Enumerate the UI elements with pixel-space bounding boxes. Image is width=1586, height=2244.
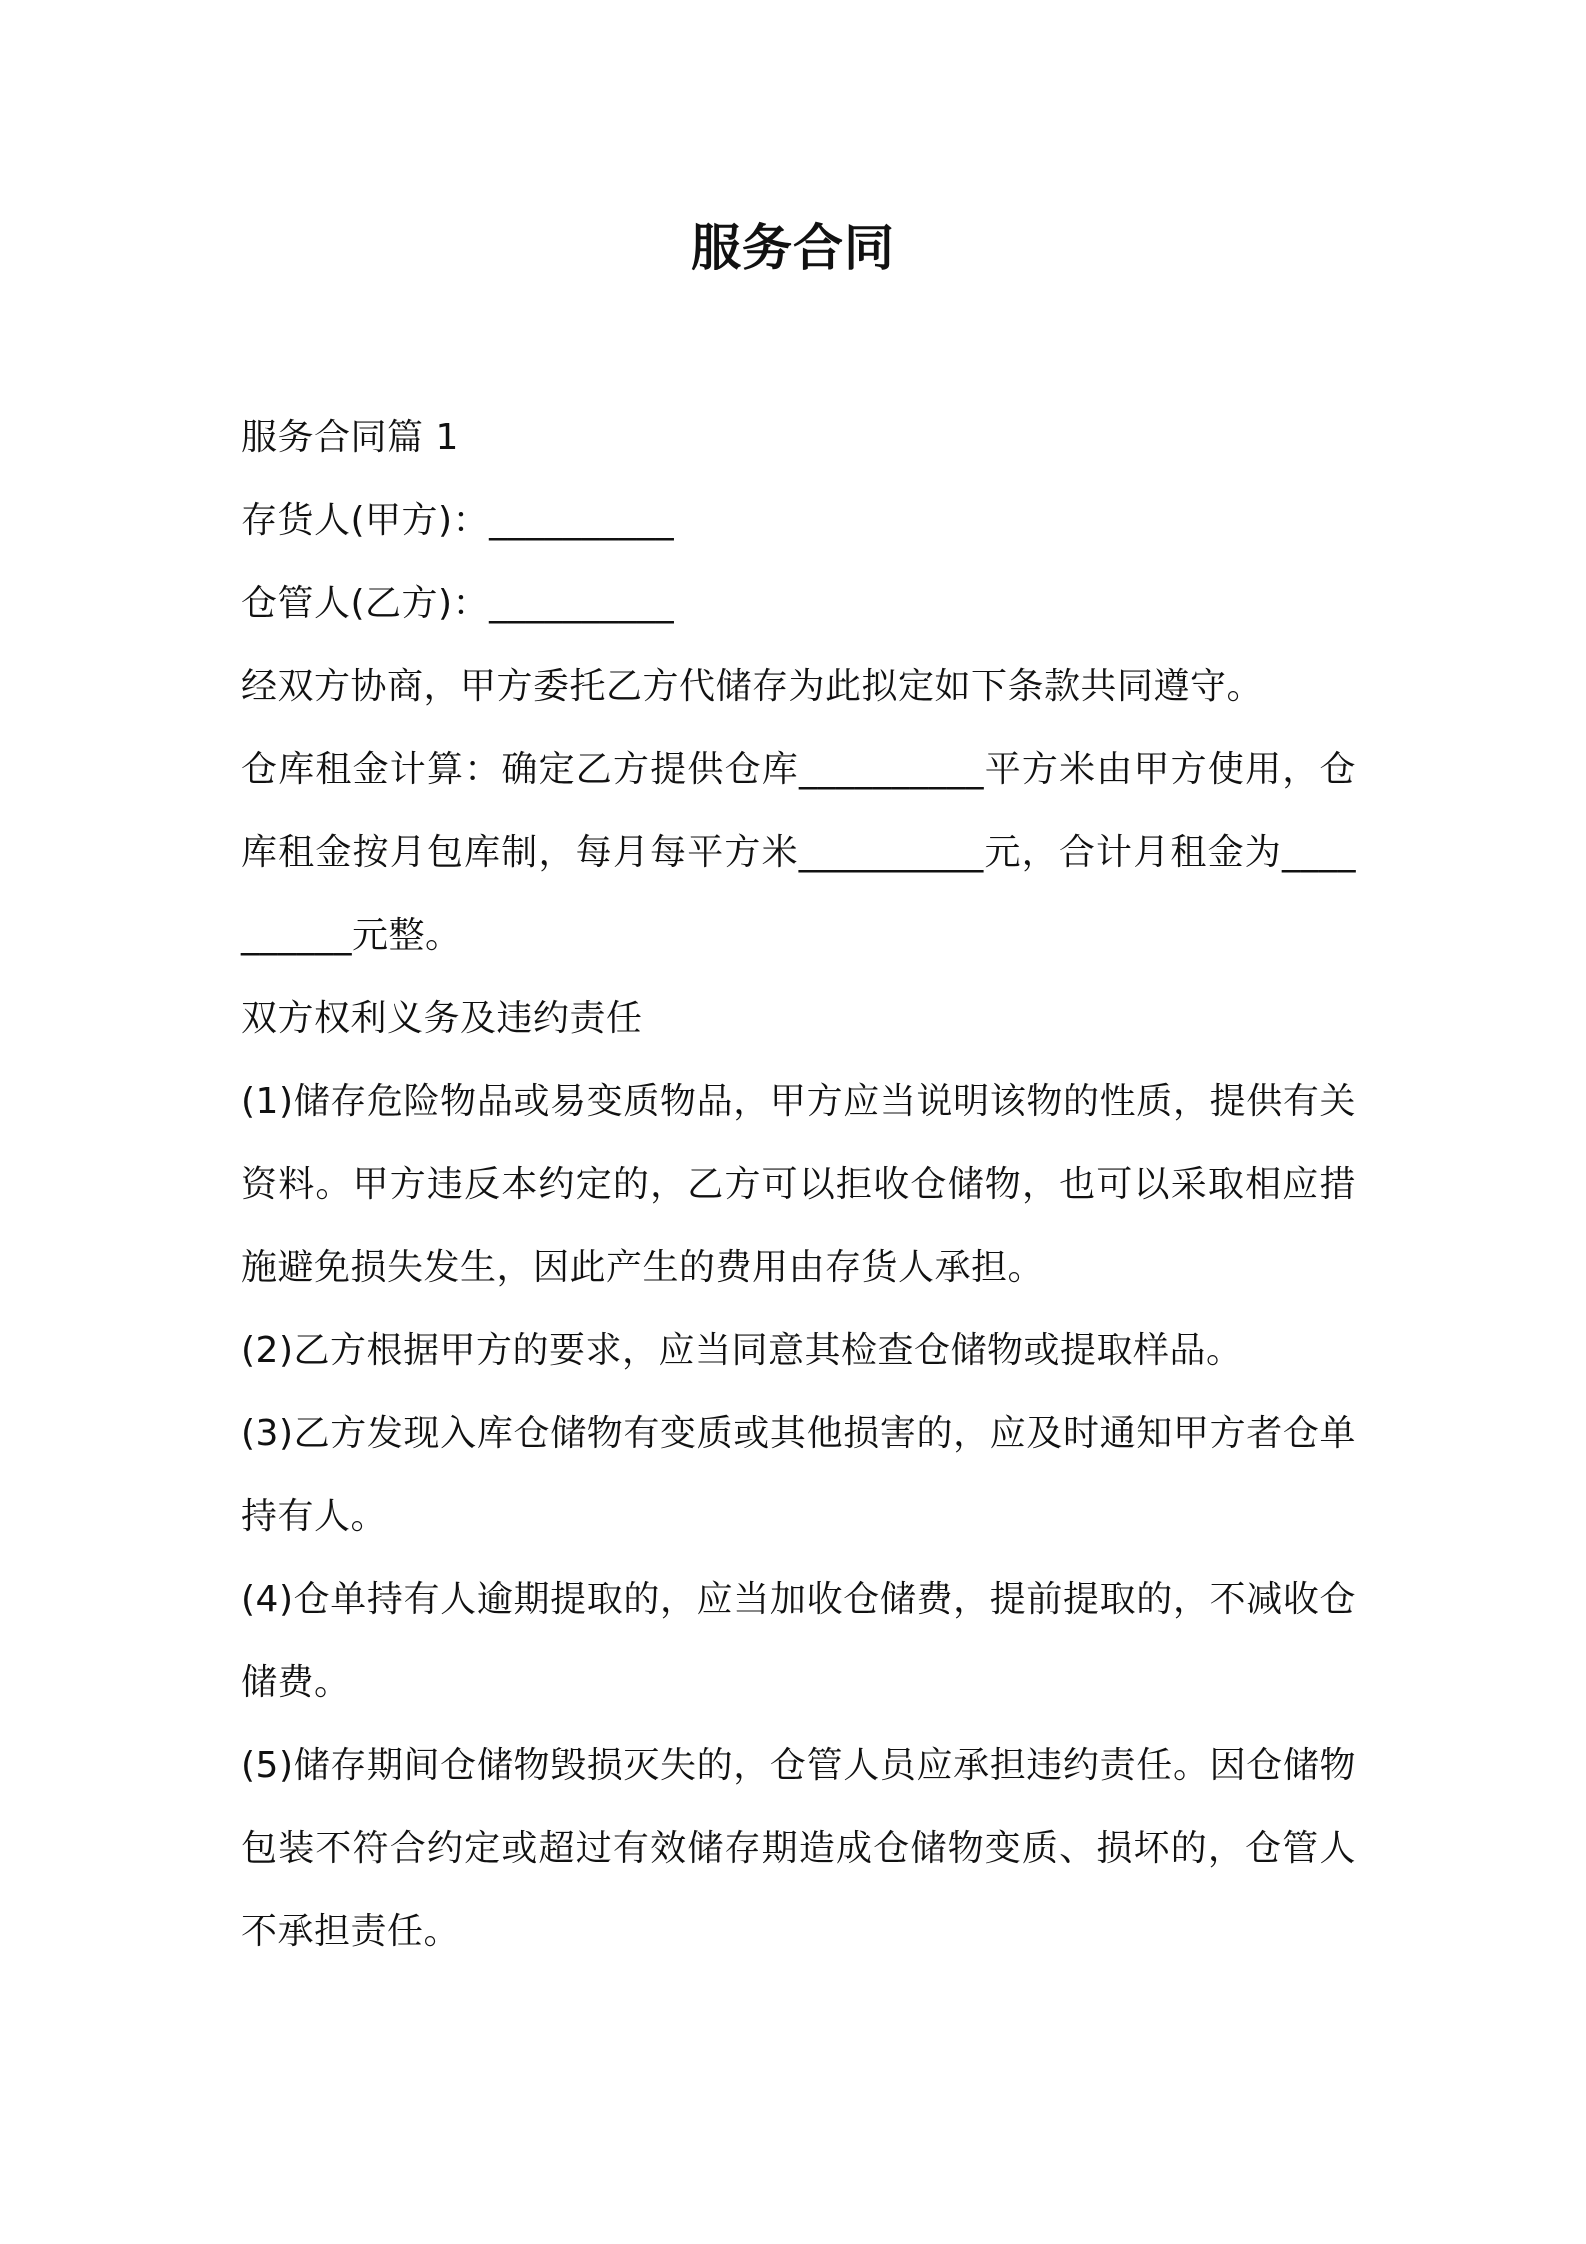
clause-4: (4)仓单持有人逾期提取的，应当加收仓储费，提前提取的，不减收仓储费。 <box>241 1579 1356 1703</box>
party-b-line: 仓管人(乙方)：__________ <box>241 583 675 624</box>
section-heading: 服务合同篇 1 <box>241 417 459 458</box>
party-a-line: 存货人(甲方)：__________ <box>241 500 675 541</box>
agreement-intro: 经双方协商，甲方委托乙方代储存为此拟定如下条款共同遵守。 <box>241 666 1264 707</box>
rent-clause: 仓库租金计算：确定乙方提供仓库__________平方米由甲方使用，仓库租金按月包库制，每月每平方米__________元，合计月租金为__________元整。 <box>241 749 1356 956</box>
clause-3: (3)乙方发现入库仓储物有变质或其他损害的，应及时通知甲方者仓单持有人。 <box>241 1413 1356 1537</box>
clause-5: (5)储存期间仓储物毁损灭失的，仓管人员应承担违约责任。因仓储物包装不符合约定或超过有效储存期造成仓储物变质、损坏的，仓管人不承担责任。 <box>241 1745 1356 1952</box>
rights-heading: 双方权利义务及违约责任 <box>241 998 643 1039</box>
clause-1: (1)储存危险物品或易变质物品，甲方应当说明该物的性质，提供有关资料。甲方违反本约定的，乙方可以拒收仓储物，也可以采取相应措施避免损失发生，因此产生的费用由存货人承担。 <box>241 1081 1356 1288</box>
clause-2: (2)乙方根据甲方的要求，应当同意其检查仓储物或提取样品。 <box>241 1330 1243 1371</box>
document-body <box>241 396 1356 1973</box>
document-title: 服务合同 <box>691 219 895 277</box>
